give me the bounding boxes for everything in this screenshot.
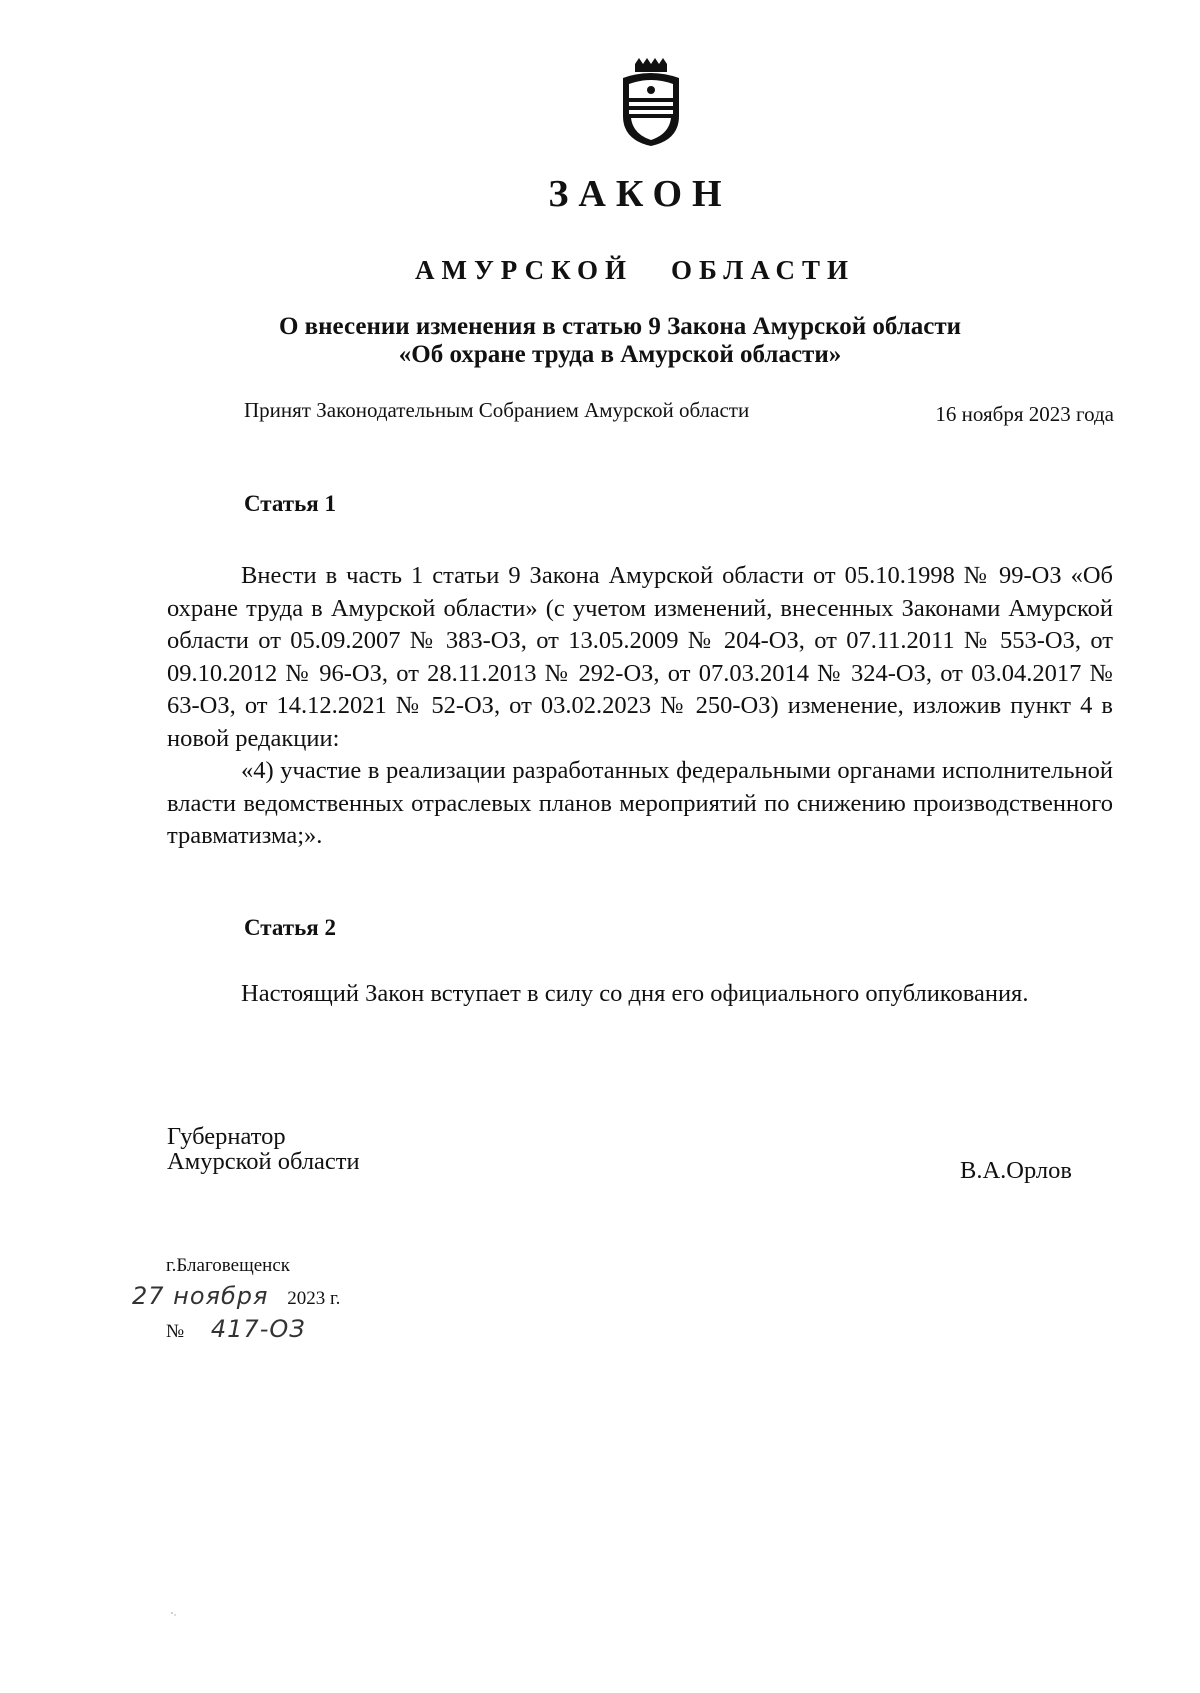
subject-line-1: О внесении изменения в статью 9 Закона Амурской области: [278, 313, 962, 340]
governor-title-line-1: Губернатор: [167, 1123, 286, 1150]
adopted-by: Принят Законодательным Собранием Амурской области: [244, 398, 750, 422]
adopted-date: 16 ноября 2023 года: [935, 402, 1114, 426]
governor-title-line-2: Амурской области: [167, 1148, 360, 1175]
region-word-1: АМУРСКОЙ: [415, 255, 634, 285]
place-date-number: [132, 1251, 341, 1347]
subject-line-2: «Об охране труда в Амурской области»: [398, 341, 842, 368]
region-title: [0, 255, 1200, 286]
article-1-body: [167, 560, 1113, 853]
handwritten-number: 417-ОЗ: [210, 1315, 306, 1343]
scan-speck-icon: [170, 1610, 178, 1618]
number-row: [166, 1314, 340, 1347]
article-2-heading: Статья 2: [244, 915, 336, 940]
number-label: №: [166, 1321, 185, 1342]
amur-region-coat-of-arms-icon: [615, 58, 687, 148]
article-1-heading: Статья 1: [244, 491, 336, 516]
law-subject: [0, 313, 1200, 369]
adoption-line: [244, 398, 1114, 426]
law-title: ЗАКОН: [548, 173, 732, 215]
region-word-2: ОБЛАСТИ: [671, 255, 855, 285]
city: г.Благовещенск: [166, 1255, 290, 1276]
governor-name: В.А.Орлов: [960, 1157, 1072, 1184]
article-1-quote: «4) участие в реализации разработанных федеральными органами исполнительной власти ведомственных отраслевых планов мероприятий по снижению производственного травматизма;».: [167, 757, 1113, 849]
handwritten-date: 27 ноября: [132, 1282, 269, 1310]
article-1-text: Внести в часть 1 статьи 9 Закона Амурской области от 05.10.1998 № 99-ОЗ «Об охране труда в Амурской области» (с учетом изменений, внесенных Законами Амурской области от 05.09.2007 № 383-ОЗ, от 13.05.2009 № 204-ОЗ, от 07.11.2011 № 553-ОЗ, от 09.10.2012 № 96-ОЗ, от 28.11.2013 № 292-ОЗ, от 07.03.2014 № 324-ОЗ, от 03.04.2017 № 63-ОЗ, от 14.12.2021 № 52-ОЗ, от 03.02.2023 № 250-ОЗ) изменение, изложив пункт 4 в новой редакции:: [167, 562, 1113, 752]
governor-title: [167, 1124, 360, 1174]
year: 2023 г.: [287, 1288, 341, 1309]
date-row: [132, 1281, 341, 1314]
article-2-body: [167, 978, 1113, 1011]
article-2-text: Настоящий Закон вступает в силу со дня его официального опубликования.: [241, 980, 1029, 1007]
